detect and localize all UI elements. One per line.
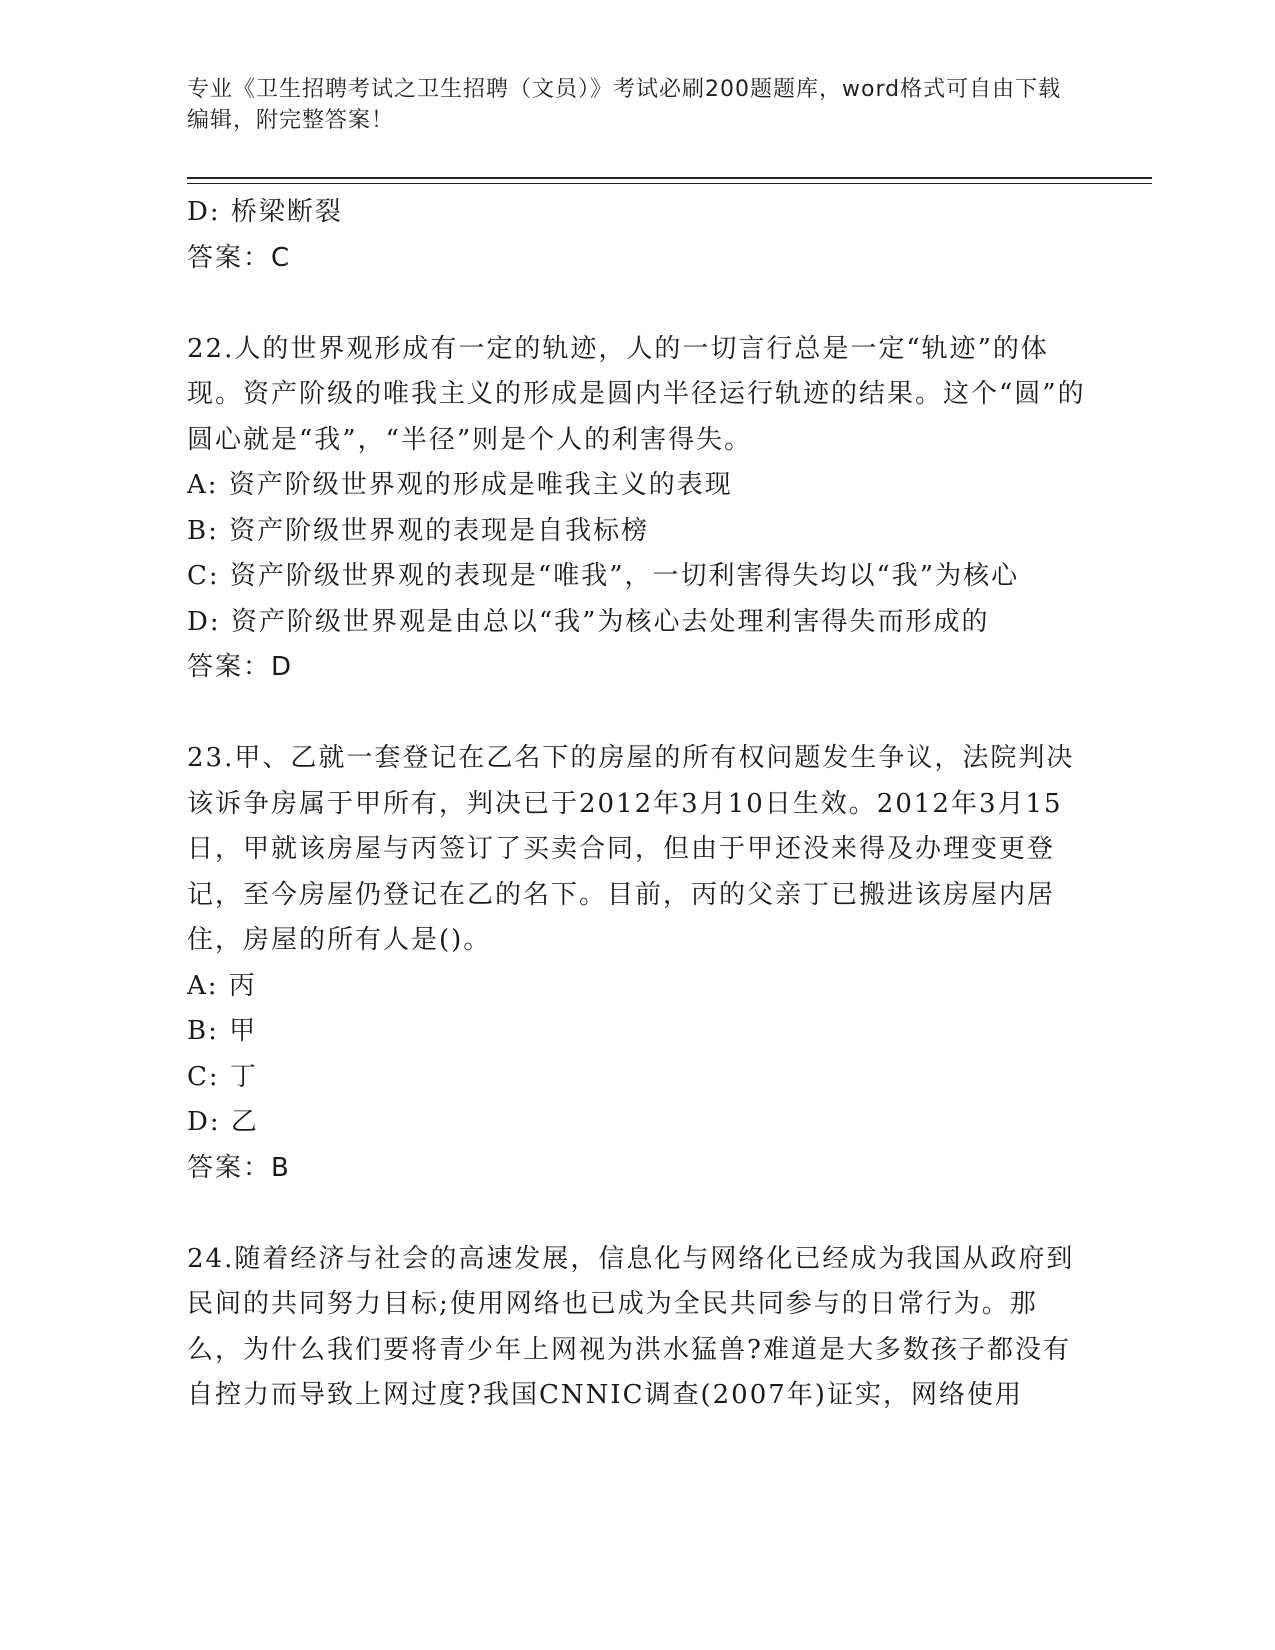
- option-d: D: 桥梁断裂: [187, 197, 343, 227]
- answer-line: 答案：B: [187, 1152, 291, 1183]
- option-c: C: 丁: [187, 1061, 258, 1092]
- option-a: A: 丙: [187, 970, 257, 1001]
- option-b: B: 甲: [187, 1016, 258, 1046]
- option-d: D: 资产阶级世界观是由总以“我”为核心去处理利害得失而形成的: [187, 606, 990, 637]
- option-b: B: 资产阶级世界观的表现是自我标榜: [187, 515, 650, 546]
- answer-line: 答案：C: [187, 242, 292, 273]
- question-stem: 22.人的世界观形成有一定的轨迹，人的一切言行总是一定“轨迹”的体现。资产阶级的唯我主义的形成是圆内半径运行轨迹的结果。这个“圆”的圆心就是“我”，“半径”则是个人的利害得失。: [187, 333, 1086, 455]
- option-a: A: 资产阶级世界观的形成是唯我主义的表现: [187, 470, 733, 500]
- answer-line: 答案：D: [187, 652, 294, 682]
- header-divider: [187, 177, 1152, 179]
- option-c: C: 资产阶级世界观的表现是“唯我”，一切利害得失均以“我”为核心: [187, 561, 1020, 591]
- option-d: D: 乙: [187, 1107, 259, 1137]
- question-stem: 24.随着经济与社会的高速发展，信息化与网络化已经成为我国从政府到民间的共同努力目标;使用网络也已成为全民共同参与的日常行为。那么，为什么我们要将青少年上网视为洪水猛兽?难道是大多数孩子都没有自控力而导致上网过度?我国CNNIC调查(2007年)证实，网络使用: [187, 1243, 1075, 1410]
- document-header: 专业《卫生招聘考试之卫生招聘（文员）》考试必刷200题题库，word格式可自由下载编辑，附完整答案！: [187, 77, 1062, 133]
- question-content: [187, 190, 1087, 1419]
- question-stem: 23.甲、乙就一套登记在乙名下的房屋的所有权问题发生争议，法院判决该诉争房属于甲所有，判决已于2012年3月10日生效。2012年3月15日，甲就该房屋与丙签订了买卖合同，但由于甲还没来得及办理变更登记，至今房屋仍登记在乙的名下。目前，丙的父亲丁已搬进该房屋内居住，房屋的所有人是()。: [187, 743, 1075, 955]
- header-divider-thin: [187, 183, 1152, 184]
